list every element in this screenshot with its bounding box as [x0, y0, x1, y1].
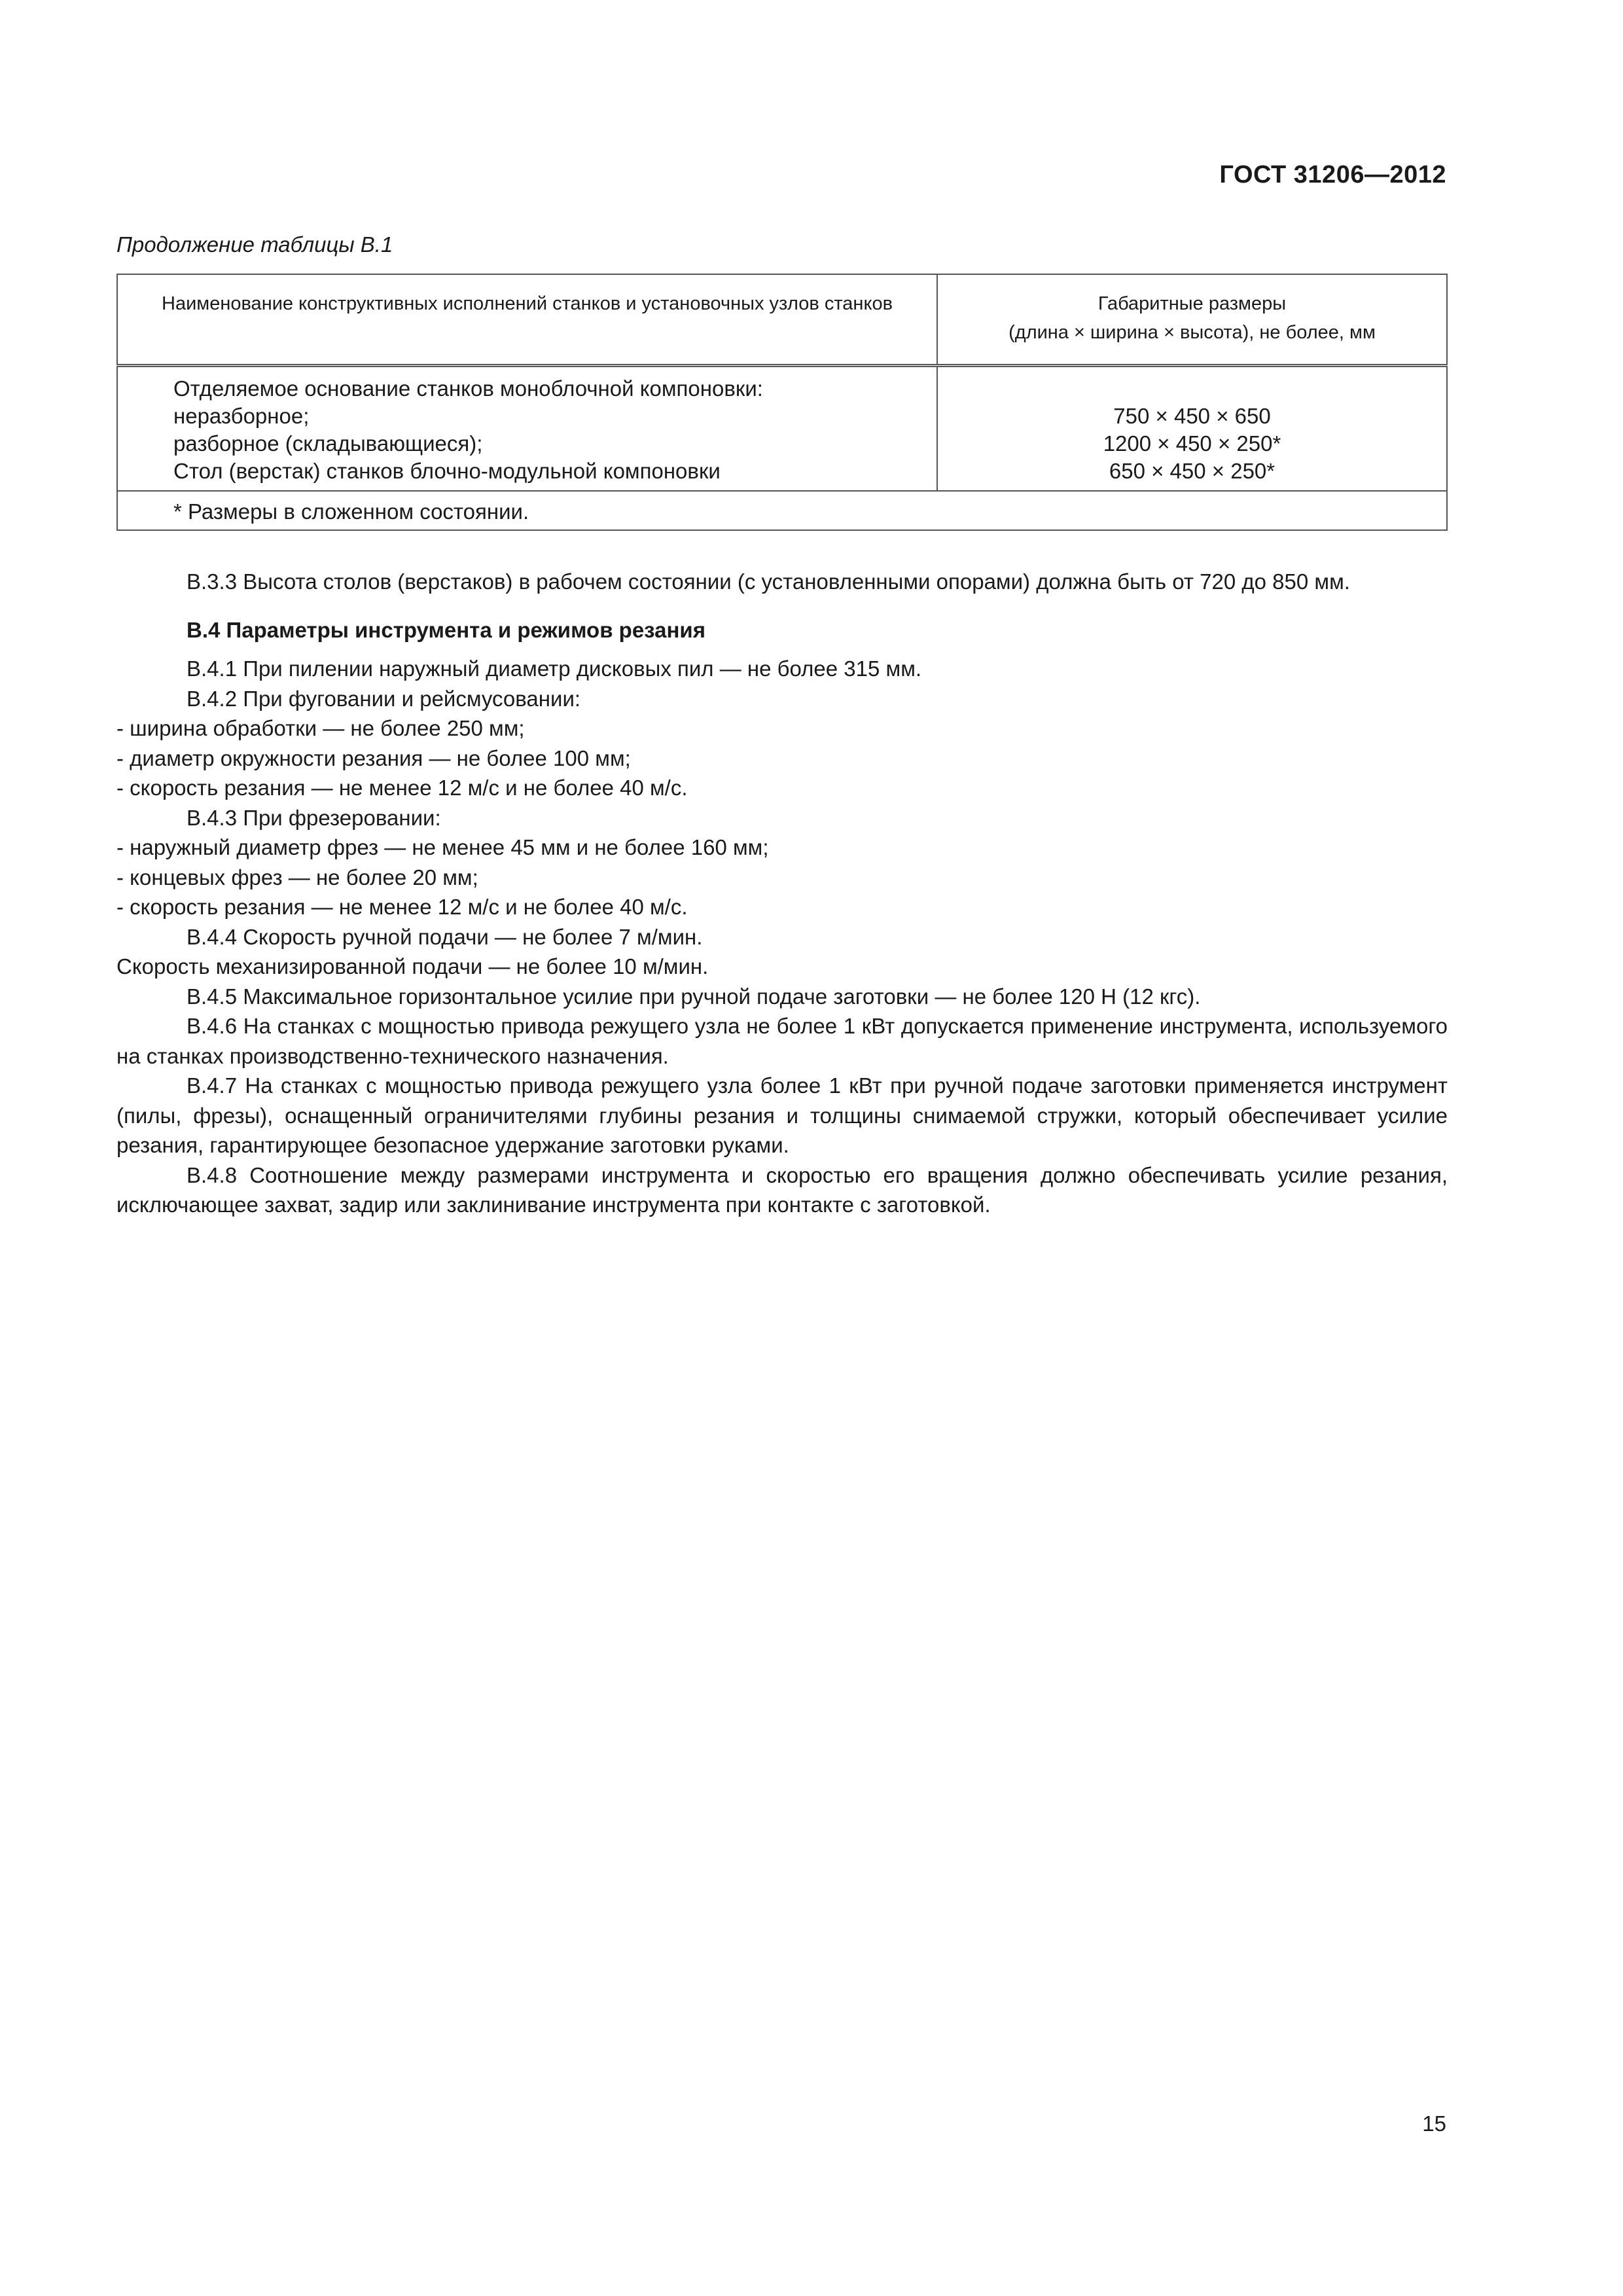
column-header-name: Наименование конструктивных исполнений станков и установочных узлов станков	[117, 274, 937, 366]
paragraph-b48: В.4.8 Соотношение между размерами инструмента и скоростью его вращения должно обеспечивать усилие резания, исключающее захват, задир или заклинивание инструмента при контакте с заготовкой.	[116, 1162, 1448, 1217]
column-header-dimensions-line2: (длина × ширина × высота), не более, мм	[1008, 322, 1376, 343]
list-item: - концевых фрез — не более 20 мм;	[116, 865, 478, 889]
table-footnote-row	[117, 491, 1447, 530]
row-name: Отделяемое основание станков моноблочной компоновки:	[173, 376, 763, 401]
table-header-row	[117, 274, 1447, 366]
paragraph-b47: В.4.7 На станках с мощностью привода режущего узла более 1 кВт при ручной подаче заготовки применяется инструмент (пилы, фрезы), оснащенный ограничителями глубины резания и толщины снимаемой стружки, который обеспечивает усилие резания, гарантирующее безопасное удержание заготовки руками.	[116, 1073, 1448, 1157]
paragraph-b46: В.4.6 На станках с мощностью привода режущего узла не более 1 кВт допускается применение инструмента, используемого на станках производственно-технического назначения.	[116, 1014, 1448, 1068]
table-caption: Продолжение таблицы В.1	[116, 232, 393, 257]
paragraph-b41: В.4.1 При пилении наружный диаметр дисковых пил — не более 315 мм.	[187, 656, 922, 681]
column-header-dimensions	[937, 274, 1447, 366]
document-id: ГОСТ 31206—2012	[1219, 161, 1446, 188]
page-number: 15	[1422, 2111, 1446, 2136]
table-cell-dimensions	[937, 366, 1447, 492]
paragraph-b44: В.4.4 Скорость ручной подачи — не более 7 м/мин.	[187, 924, 703, 949]
row-name: Стол (верстак) станков блочно-модульной компоновки	[173, 459, 721, 483]
paragraph-b44-mechanized: Скорость механизированной подачи — не более 10 м/мин.	[116, 954, 709, 978]
section-heading-b4: В.4 Параметры инструмента и режимов резания	[187, 617, 705, 642]
body-text	[116, 567, 1448, 1220]
row-name: неразборное;	[173, 404, 310, 428]
list-item: - скорость резания — не менее 12 м/с и не более 40 м/с.	[116, 776, 688, 800]
list-item: - диаметр окружности резания — не более 100 мм;	[116, 745, 631, 770]
paragraph-b43: В.4.3 При фрезеровании:	[187, 805, 441, 830]
list-item: - наружный диаметр фрез — не менее 45 мм и не более 160 мм;	[116, 835, 769, 859]
list-item: - скорость резания — не менее 12 м/с и не более 40 м/с.	[116, 895, 688, 919]
column-header-dimensions-line1: Габаритные размеры	[1097, 293, 1287, 314]
paragraph-b45: В.4.5 Максимальное горизонтальное усилие при ручной подаче заготовки — не более 120 Н (12 кгс).	[187, 984, 1201, 1009]
table-footnote: * Размеры в сложенном состоянии.	[117, 491, 1447, 530]
row-dims: 1200 × 450 × 250*	[1103, 431, 1281, 456]
paragraph-b33: В.3.3 Высота столов (верстаков) в рабочем состоянии (с установленными опорами) должна быть от 720 до 850 мм.	[187, 569, 1350, 594]
row-dims: 750 × 450 × 650	[1113, 404, 1271, 428]
table-cell-names	[117, 366, 937, 492]
paragraph-b42: В.4.2 При фуговании и рейсмусовании:	[187, 686, 581, 711]
row-dims: 650 × 450 × 250*	[1109, 459, 1275, 483]
list-item: - ширина обработки — не более 250 мм;	[116, 716, 525, 740]
row-name: разборное (складывающиеся);	[173, 431, 483, 456]
specification-table	[116, 274, 1448, 531]
table-row	[117, 366, 1447, 492]
